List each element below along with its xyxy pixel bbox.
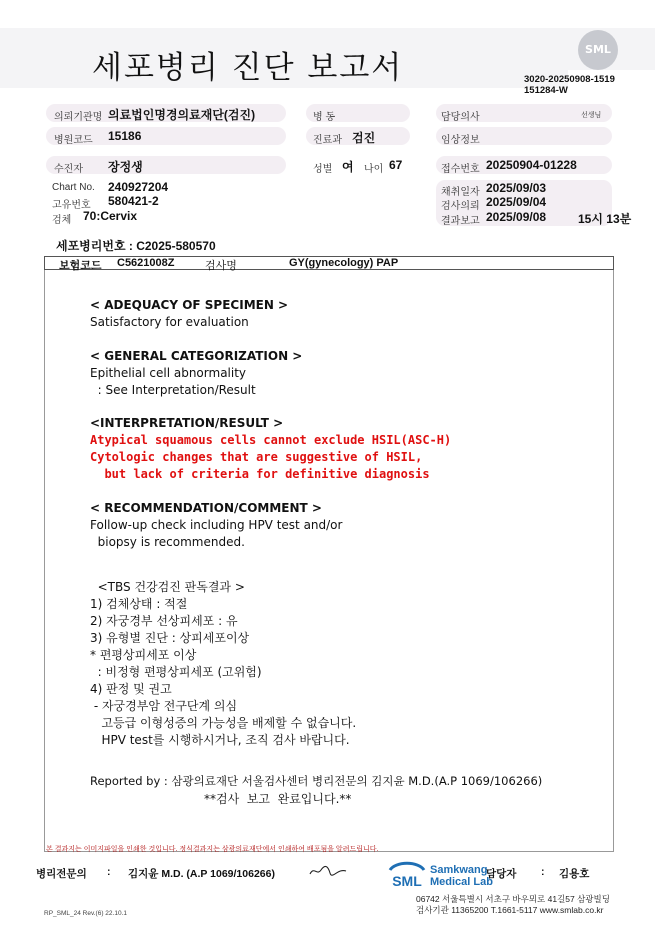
lab-address: 06742 서울특별시 서초구 바우뫼로 41길57 삼광빌딩: [416, 894, 610, 904]
interpretation-title: <INTERPRETATION/RESULT >: [90, 416, 284, 430]
insurance-code-value: C5621008Z: [117, 257, 175, 269]
manager-label: 담당자: [486, 868, 517, 880]
dept-value: 검진: [352, 131, 376, 145]
tbs-line: 1) 검체상태 : 적절: [90, 597, 188, 611]
tbs-line: * 편평상피세포 이상: [90, 648, 197, 662]
pathologist-colon: :: [107, 866, 111, 878]
patient-label: 수진자: [54, 164, 83, 175]
lab-name-line-1: Samkwang: [430, 864, 488, 876]
specimen-label: 검체: [52, 215, 72, 226]
signature-icon: [308, 862, 348, 880]
lab-name: [430, 864, 493, 888]
institution-label: 의뢰기관명: [54, 112, 103, 123]
report-complete: **검사 보고 완료입니다.**: [204, 792, 352, 806]
test-name-label: 검사명: [205, 260, 237, 272]
doctor-label: 담당의사: [441, 112, 480, 123]
interpretation-line-2: Cytologic changes that are suggestive of HSIL,: [90, 450, 423, 464]
sex-label: 성별: [313, 164, 333, 175]
interpretation-line-1: Atypical squamous cells cannot exclude HSIL(ASC-H): [90, 433, 452, 447]
tbs-line: 4) 판정 및 권고: [90, 682, 172, 696]
clinical-label: 임상정보: [441, 135, 480, 146]
report-title: 세포병리 진단 보고서: [92, 50, 404, 86]
hospital-code-value: 15186: [108, 129, 142, 143]
tbs-line: - 자궁경부암 전구단계 의심: [90, 699, 238, 713]
pathologist-value: 김지윤 M.D. (A.P 1069/106266): [128, 868, 275, 880]
tbs-line: HPV test를 시행하시거나, 조직 검사 바랍니다.: [90, 733, 350, 747]
collect-date-label: 채취일자: [441, 187, 480, 198]
unique-no-label: 고유번호: [52, 200, 91, 211]
general-title: < GENERAL CATEGORIZATION >: [90, 349, 303, 363]
test-name-value: GY(gynecology) PAP: [289, 257, 399, 269]
reported-by: Reported by : 삼광의료재단 서울검사센터 병리전문의 김지윤 M.D.(A.P 1069/106266): [90, 774, 543, 788]
unique-no-value: 580421-2: [108, 194, 159, 208]
result-date-label: 결과보고: [441, 216, 480, 227]
collect-date-value: 2025/09/03: [486, 181, 547, 195]
samkwang-logo-icon: [386, 860, 428, 890]
tbs-line: 3) 유형별 진단 : 상피세포이상: [90, 631, 250, 645]
dept-label: 진료과: [313, 135, 342, 146]
receipt-value: 20250904-01228: [486, 158, 577, 172]
age-value: 67: [389, 158, 403, 172]
form-revision: RP_SML_24 Rev.(6) 22.10.1: [44, 910, 127, 917]
general-text-2: : See Interpretation/Result: [90, 383, 256, 397]
tbs-line: 2) 자궁경부 선상피세포 : 유: [90, 614, 238, 628]
request-date-value: 2025/09/04: [486, 195, 547, 209]
insurance-bar: [44, 256, 614, 270]
manager-value: 김용호: [559, 868, 590, 880]
insurance-code-label: 보험코드: [59, 260, 102, 272]
report-code-line1: 3020-20250908-1519: [524, 74, 615, 85]
tbs-line: : 비정형 편평상피세포 (고위험): [90, 665, 262, 679]
print-notice: 본 결과지는 이미지파일을 인쇄한 것입니다. 정식결과지는 삼광의료재단에서 인쇄하여 배포됨을 알려드립니다.: [46, 846, 379, 853]
age-label: 나이: [364, 164, 384, 175]
cyto-number: 세포병리번호 : C2025-580570: [56, 239, 216, 253]
result-time-value: 15시 13분: [578, 212, 632, 226]
lab-contact: 검사기관 11365200 T.1661-5117 www.smlab.co.kr: [416, 905, 604, 915]
chart-no-label: Chart No.: [52, 182, 95, 193]
tbs-line: 고등급 이형성증의 가능성을 배제할 수 없습니다.: [90, 716, 357, 730]
institution-value: 의료법인명경의료재단(검진): [108, 108, 256, 122]
adequacy-title: < ADEQUACY OF SPECIMEN >: [90, 298, 289, 312]
interpretation-line-3: but lack of criteria for definitive diagnosis: [90, 467, 430, 481]
recommendation-title: < RECOMMENDATION/COMMENT >: [90, 501, 322, 515]
recommendation-line-1: Follow-up check including HPV test and/or: [90, 518, 343, 532]
chart-no-value: 240927204: [108, 180, 169, 194]
report-code-line2: 151284-W: [524, 85, 568, 96]
patient-value: 장정생: [108, 160, 143, 174]
tbs-title: <TBS 건강검진 판독결과 >: [90, 580, 245, 594]
specimen-value: 70:Cervix: [83, 209, 138, 223]
general-text-1: Epithelial cell abnormality: [90, 366, 247, 380]
pathologist-label: 병리전문의: [36, 868, 87, 880]
adequacy-text: Satisfactory for evaluation: [90, 315, 249, 329]
request-date-label: 검사의뢰: [441, 201, 480, 212]
lab-name-line-2: Medical Lab: [430, 876, 493, 888]
recommendation-line-2: biopsy is recommended.: [90, 535, 245, 549]
result-date-value: 2025/09/08: [486, 210, 547, 224]
samkwang-logo-text: SML: [392, 873, 422, 889]
sex-value: 여: [342, 160, 354, 174]
ward-label: 병 동: [313, 112, 336, 123]
hospital-code-label: 병원코드: [54, 135, 93, 146]
doctor-value: 선생님: [581, 112, 602, 119]
manager-colon: :: [541, 866, 545, 878]
receipt-label: 접수번호: [441, 164, 480, 175]
sml-logo-icon: SML: [578, 30, 618, 70]
